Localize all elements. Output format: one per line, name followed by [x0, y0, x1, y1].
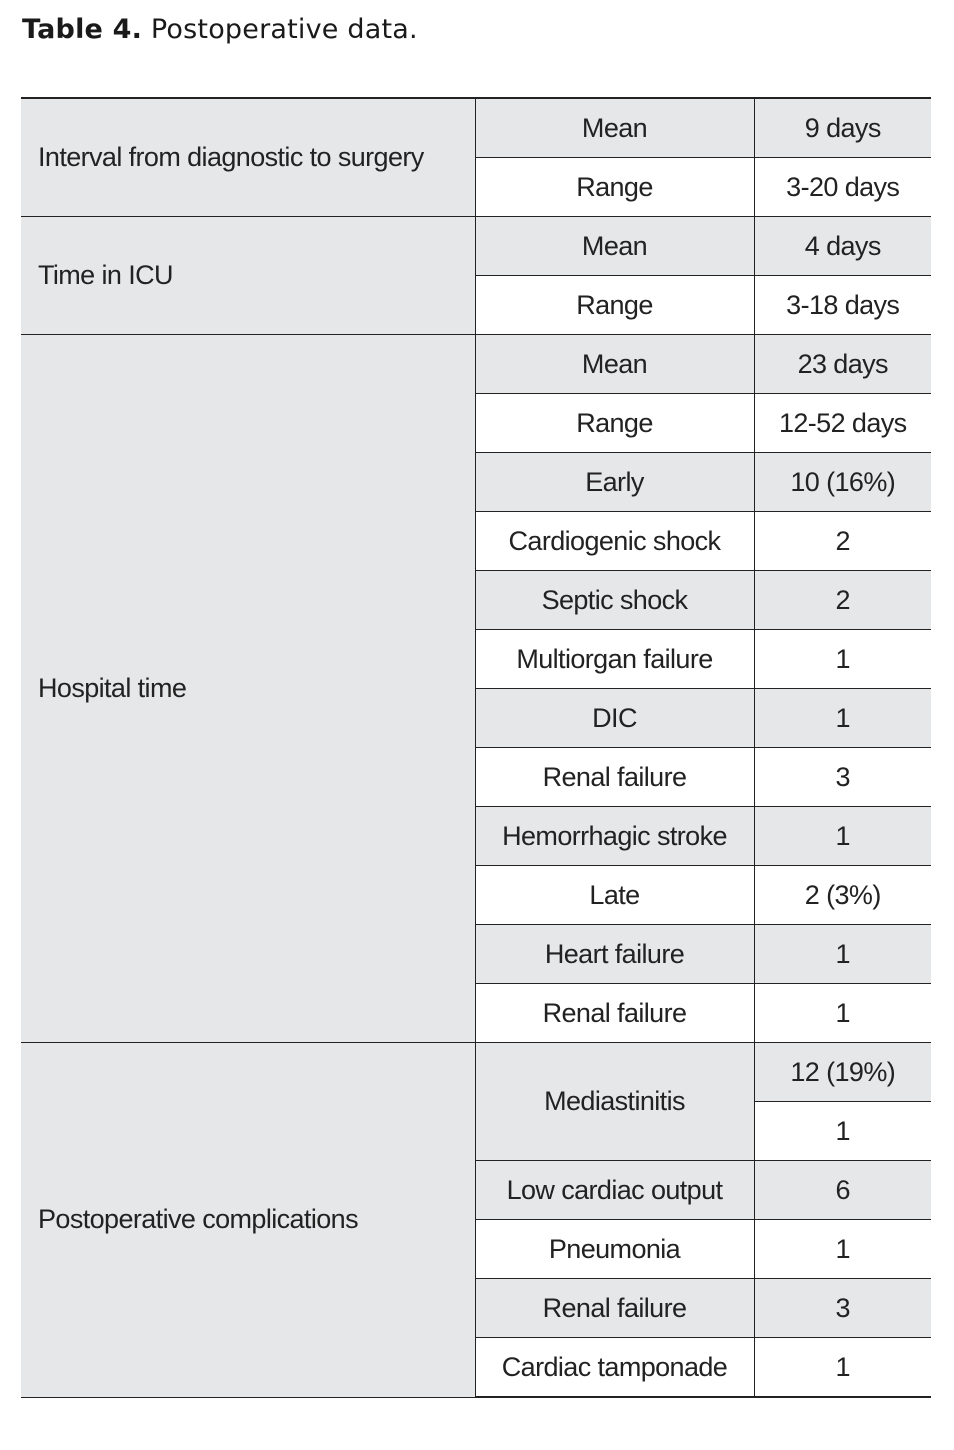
- row-value: 1: [754, 807, 931, 866]
- row-value: 1: [754, 925, 931, 984]
- row-item: Range: [475, 276, 754, 335]
- row-value: 4 days: [754, 217, 931, 276]
- row-item: Renal failure: [475, 748, 754, 807]
- row-value: 1: [754, 1220, 931, 1279]
- row-item: Multiorgan failure: [475, 630, 754, 689]
- table-row: [21, 98, 931, 158]
- row-item: Septic shock: [475, 571, 754, 630]
- row-value: 6: [754, 1161, 931, 1220]
- row-value: 2 (3%): [754, 866, 931, 925]
- row-value: 2: [754, 512, 931, 571]
- row-item: Mean: [475, 98, 754, 158]
- row-value: 23 days: [754, 335, 931, 394]
- row-item: Renal failure: [475, 1279, 754, 1338]
- row-item: Cardiac tamponade: [475, 1338, 754, 1398]
- table-row: [21, 335, 931, 394]
- table-row: [21, 217, 931, 276]
- row-item: Heart failure: [475, 925, 754, 984]
- row-item: Early: [475, 453, 754, 512]
- row-value: 3: [754, 1279, 931, 1338]
- row-value: 2: [754, 571, 931, 630]
- row-item: Cardiogenic shock: [475, 512, 754, 571]
- row-item: Range: [475, 158, 754, 217]
- row-value: 12 (19%): [754, 1043, 931, 1102]
- table-title: Postoperative data.: [150, 14, 418, 45]
- row-item: Renal failure: [475, 984, 754, 1043]
- row-value: 1: [754, 689, 931, 748]
- row-item: Range: [475, 394, 754, 453]
- group-label-complications: Postoperative complications: [21, 1043, 475, 1398]
- row-item: Mean: [475, 217, 754, 276]
- row-value: 3: [754, 748, 931, 807]
- row-value: 1: [754, 1102, 931, 1161]
- table-number: Table 4.: [22, 14, 143, 45]
- group-label-interval: Interval from diagnostic to surgery: [21, 98, 475, 217]
- row-item: Pneumonia: [475, 1220, 754, 1279]
- row-item: Mediastinitis: [475, 1043, 754, 1161]
- row-value: 9 days: [754, 98, 931, 158]
- row-value: 1: [754, 630, 931, 689]
- table-caption: [22, 14, 418, 45]
- row-value: 1: [754, 1338, 931, 1398]
- row-value: 10 (16%): [754, 453, 931, 512]
- postoperative-data-table: [21, 97, 931, 1398]
- row-value: 3-18 days: [754, 276, 931, 335]
- row-item: Hemorrhagic stroke: [475, 807, 754, 866]
- row-item: Low cardiac output: [475, 1161, 754, 1220]
- row-item: Late: [475, 866, 754, 925]
- row-item: DIC: [475, 689, 754, 748]
- row-value: 12-52 days: [754, 394, 931, 453]
- row-item: Mean: [475, 335, 754, 394]
- table-row: [21, 1043, 931, 1102]
- row-value: 3-20 days: [754, 158, 931, 217]
- row-value: 1: [754, 984, 931, 1043]
- group-label-hospital: Hospital time: [21, 335, 475, 1043]
- group-label-icu: Time in ICU: [21, 217, 475, 335]
